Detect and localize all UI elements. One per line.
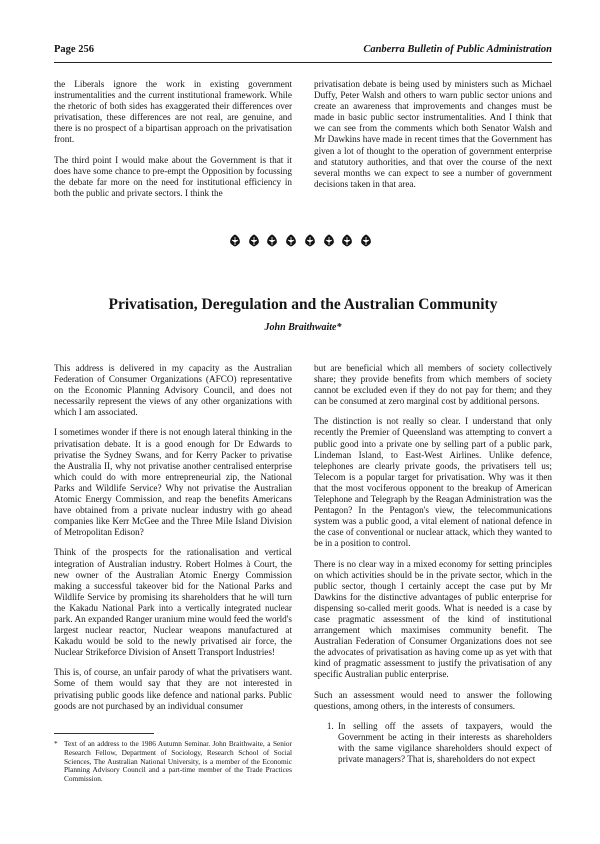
footnote-marker: * xyxy=(54,739,58,748)
leaf-ornament-icon xyxy=(247,233,261,248)
paragraph: Such an assessment would need to answer the following questions, among others, in the interests of consumers. xyxy=(314,689,552,711)
header-rule xyxy=(54,62,552,63)
leaf-ornament-icon xyxy=(340,233,354,248)
paragraph: the Liberals ignore the work in existing government instrumentalities and the current institutional framework. While the rhetoric of both sides has exaggerated their differences over privatisation, these differences are not real, are genuine, and there is no prospect of a bipartisan approach on the privatisation front. xyxy=(54,79,292,145)
section-ornament-row xyxy=(228,233,373,249)
paragraph: There is no clear way in a mixed economy for setting principles on which activities should be in the private sector, which in the public sector, though I certainly accept the case put by Mr Dawkins for the distinctive advantages of public enterprise for dispensing so-called merit goods. What is needed is a case by case pragmatic assessment of the kind of institutional arrangement which maximises community benefit. The Australian Federation of Consumer Organizations does not see the advocates of privatisation as having come up as yet with that kind of pragmatic assessment to justify the privatisation of any specific Australian public enterprise. xyxy=(314,558,552,680)
leaf-ornament-icon xyxy=(303,233,317,248)
paragraph: This address is delivered in my capacity as the Australian Federation of Consumer Organizations (AFCO) representative on the Economic Planning Advisory Council, and does not necessarily represent the views of any other organizations with which I am associated. xyxy=(54,363,292,418)
paragraph: The third point I would make about the Government is that it does have some chance to pre-empt the Opposition by focussing the debate far more on the need for institutional efficiency in both the public and private sectors. I think the xyxy=(54,154,292,198)
footnote-text: Text of an address to the 1986 Autumn Seminar. John Braithwaite, a Senior Research Fellow, Department of Sociology, Research School of Social Sciences, The Australian National University, is a member of the Economic Planning Advisory Council and a part-time member of the Trade Practices Commission. xyxy=(64,739,292,784)
journal-title: Canberra Bulletin of Public Administration xyxy=(363,44,552,55)
page-number: Page 256 xyxy=(54,44,94,55)
footnote-rule xyxy=(54,733,154,734)
question-list xyxy=(314,721,552,765)
article-column-right xyxy=(314,363,552,765)
paragraph: I sometimes wonder if there is not enough lateral thinking in the privatisation debate. It is a good enough for Dr Edwards to privatise the Sydney Swans, and for Kerry Packer to privatise the Australia II, why not privatise another centralised enterprise which could do with more entrepreneurial zip, the National Parks and Wildlife Service? Why not privatise the Australian Atomic Energy Commission, and reap the benefits Americans have obtained from a private nuclear industry with go ahead companies like Kerr McGee and the Three Mile Island Division of Metropolitan Edison? xyxy=(54,427,292,538)
paragraph: but are beneficial which all members of society collectively share; they provide benefits from which members of society cannot be excluded even if they do not pay for them; and they can be consumed at zero marginal cost by additional persons. xyxy=(314,363,552,407)
list-item: 1. In selling off the assets of taxpayers, would the Government be acting in their interests as shareholders with the same vigilance shareholders should expect of private managers? That is, shareholders do not expect xyxy=(336,721,552,765)
article-author: John Braithwaite* xyxy=(264,322,342,333)
footnote xyxy=(54,740,292,784)
paragraph: privatisation debate is being used by ministers such as Michael Duffy, Peter Walsh and others to warn public sector unions and create an awareness that improvements and changes must be made in basic public sector instrumentalities. And I think that we can see from the comments which both Senator Walsh and Mr Dawkins have made in recent times that the Government has given a lot of thought to the operation of government enterprise and statutory authorities, and that over the course of the next several months we can expect to see a number of government decisions taken in that area. xyxy=(314,79,552,189)
leaf-ornament-icon xyxy=(359,233,373,248)
continued-column-left xyxy=(54,79,292,208)
continued-column-right xyxy=(314,79,552,199)
leaf-ornament-icon xyxy=(284,233,298,248)
paragraph: Think of the prospects for the rationalisation and vertical integration of Australian industry. Robert Holmes à Court, the new owner of the Australian Atomic Energy Commission making a successful takeover bid for the National Parks and Wildlife Service by promising its shareholders that he will turn the Kakadu National Park into a vertically integrated nuclear park. An expanded Ranger uranium mine would feed the world's largest nuclear reactor, Nuclear weapons manufactured at Kakadu would be sold to the newly privatised air force, the Nuclear Strikeforce Division of Ansett Transport Industries! xyxy=(54,547,292,658)
leaf-ornament-icon xyxy=(265,233,279,248)
paragraph: This is, of course, an unfair parody of what the privatisers want. Some of them would say that they are not interested in privatising public goods like defence and national parks. Public goods are not purchased by an individual consumer xyxy=(54,667,292,711)
article-column-left xyxy=(54,363,292,721)
paragraph: The distinction is not really so clear. I understand that only recently the Premier of Queensland was attempting to convert a public good into a private one by selling part of a public park, Lindeman Island, to East-West Airlines. Unlike defence, telephones are clearly private goods, the privatisers tell us; Telecom is a popular target for privatisation. Why was it then that the most vociferous opponent to the breakup of American Telephone and Telegraph by the Reagan Administration was the Pentagon? In the Pentagon's view, the telecommunications system was a public good, a vital element of national defence in the case of conventional or nuclear attack, which they wanted to be in a position to control. xyxy=(314,416,552,549)
article-title: Privatisation, Deregulation and the Australian Community xyxy=(108,296,498,313)
leaf-ornament-icon xyxy=(322,233,336,248)
running-header xyxy=(54,44,552,60)
leaf-ornament-icon xyxy=(228,233,242,248)
